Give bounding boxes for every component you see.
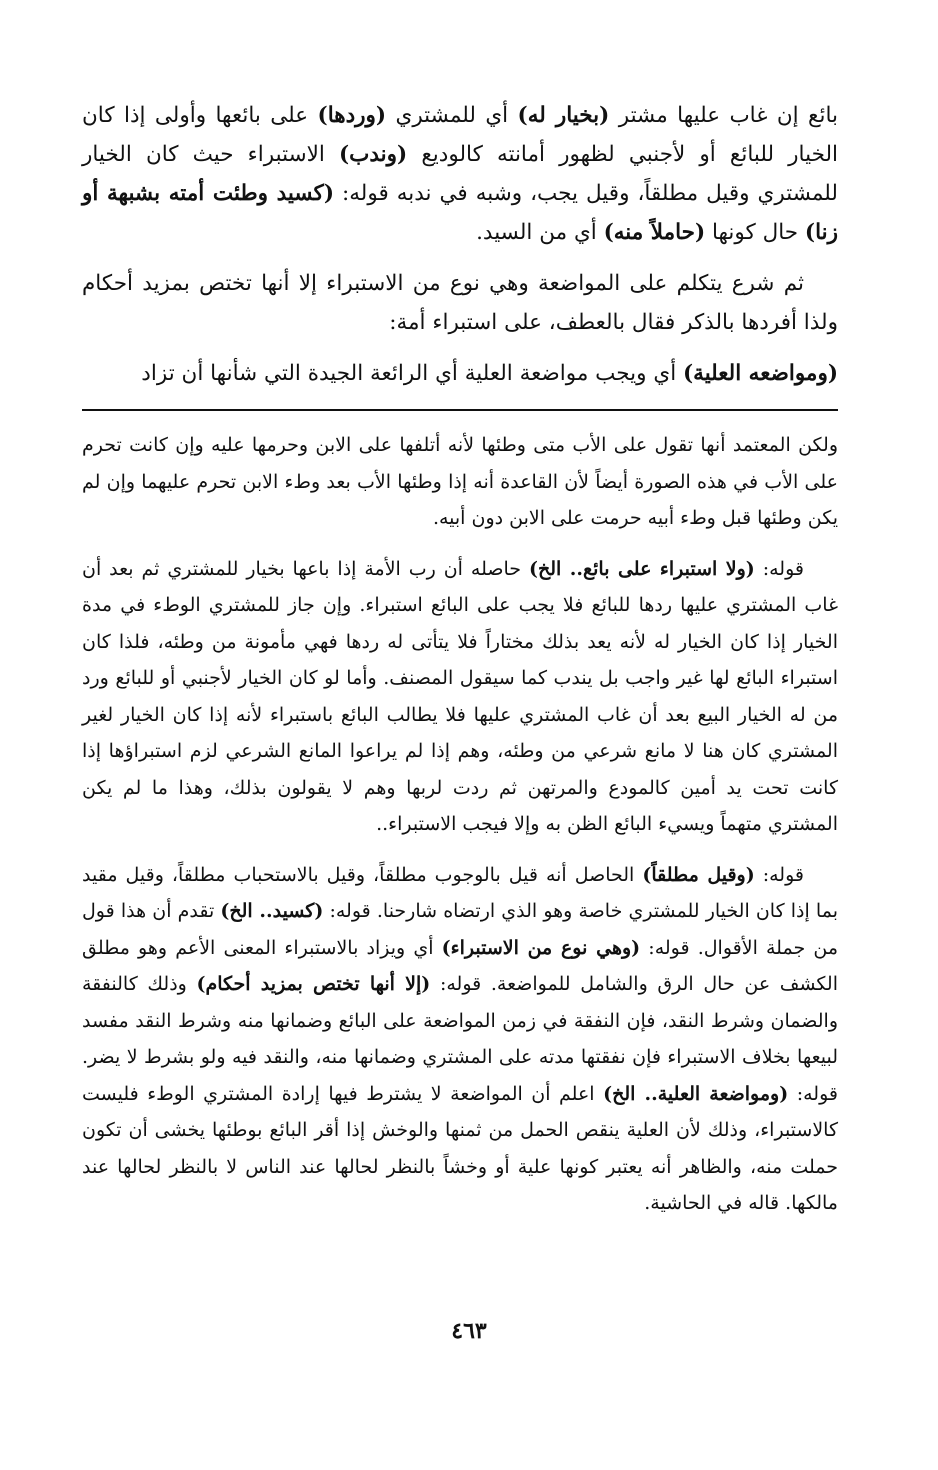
note-paragraph-1: ولكن المعتمد أنها تقول على الأب متى وطئها لأنه أتلفها على الابن وحرمها عليه وإن كانت تحرم على الأب في هذه الصورة أيضاً لأن القاعدة أنه إذا وطئها الأب بعد وطء الابن تحرم عليهما وإن لم يكن وطئها قبل وطء أبيه حرمت على الابن دون أبيه. <box>82 434 838 529</box>
text-run: قوله: <box>754 863 804 886</box>
main-paragraph-3 <box>82 354 838 393</box>
text-run: حال كونها <box>705 220 805 245</box>
text-run: أي ويزاد بالاستبراء المعنى الأعم وهو مطلق الكشف عن حال الرق والشامل للمواضعة. قوله: <box>82 936 838 995</box>
text-run: قوله: <box>754 557 804 580</box>
text-run: أي من السيد. <box>476 220 604 245</box>
quoted-matn: (ولا استبراء على بائع.. الخ) <box>528 557 755 580</box>
text-run: الحاصل أنه قيل بالوجوب مطلقاً، وقيل بالاستحباب مطلقاً، وقيل مقيد بما إذا كان الخيار للمشتري خاصة وهو الذي ارتضاه شارحنا. قوله: <box>82 863 838 922</box>
text-run: حاصله أن رب الأمة إذا باعها بخيار للمشتري ثم بعد أن غاب المشتري عليها ردها للبائع فلا يجب على البائع استبراء. وإن جاز للمشتري الوطء في مدة الخيار إذا كان الخيار له لأنه يعد بذلك مختاراً فلا يتأتى له ردها فهي مأمونة من وطئه، فلذا كان استبراء البائع لها غير واجب بل يندب كما سيقول المصنف. وأما لو كان الخيار لأجنبي أو للبائع ورد من له الخيار البيع بعد أن غاب المشتري عليها فلا يطالب البائع باستبراء لأنه إذا كان الخيار لغير المشتري كان هنا لا مانع شرعي من وطئه، وهم إذا لم يراعوا المانع الشرعي لزم استبراؤها إذا كانت تحت يد أمين كالمودع والمرتهن ثم ردت لربها وهم لا يقولون بذلك، وهذا ما لم يكن المشتري متهماً ويسيء البائع الظن به وإلا فيجب الاستبراء.. <box>82 557 838 835</box>
main-paragraph-2: ثم شرع يتكلم على المواضعة وهي نوع من الاستبراء إلا أنها تختص بمزيد أحكام ولذا أفردها بالذكر فقال بالعطف، على استبراء أمة: <box>82 271 838 335</box>
quoted-matn: (كسيد وطئت أمته بشبهة أو زنا) <box>82 181 838 245</box>
footnote-separator <box>82 409 838 411</box>
quoted-matn: (بخيار له) <box>517 103 610 128</box>
book-page <box>82 96 838 1396</box>
text-run: الاستبراء حيث كان الخيار للمشتري وقيل مطلقاً، وقيل يجب، وشبه في ندبه قوله: <box>82 142 838 206</box>
quoted-matn: (وهي نوع من الاستبراء) <box>441 936 641 959</box>
quoted-matn: (ومواضعه العلية) <box>683 361 838 386</box>
note-paragraph-2 <box>82 551 838 843</box>
quoted-matn: (كسيد.. الخ) <box>220 900 324 922</box>
page-number: ٤٦٣ <box>451 1318 487 1344</box>
text-run: أي ويجب مواضعة العلية أي الرائعة الجيدة التي شأنها أن تزاد <box>141 361 683 386</box>
quoted-matn: (ومواضعة العلية.. الخ) <box>603 1082 789 1105</box>
quoted-matn: (وندب) <box>338 142 408 167</box>
text-run: على بائعها وأولى إذا كان الخيار للبائع أو لأجنبي لظهور أمانته كالوديع <box>82 103 838 167</box>
text-run: اعلم أن المواضعة لا يشترط فيها إرادة المشتري الوطء فليست كالاستبراء، وذلك لأن العلية ينقص الحمل من ثمنها والوخش إذا أقر البائع بوطئها يخشى أن تكون حملت منه، والظاهر أنه يعتبر كونها علية أو وخشاً بالنظر لحالها عند الناس لا بالنظر لحالها عند مالكها. قاله في الحاشية. <box>82 1082 838 1214</box>
text-run: أي للمشتري <box>386 103 518 128</box>
quoted-matn: (حاملاً منه) <box>603 220 706 245</box>
main-paragraph-1 <box>82 96 838 252</box>
main-text <box>82 96 838 393</box>
text-run: بائع إن غاب عليها مشتر <box>609 103 838 128</box>
quoted-matn: (إلا أنها تختص بمزيد أحكام) <box>196 973 431 995</box>
note-paragraph-3 <box>82 857 838 1222</box>
text-run: وذلك كالنفقة والضمان وشرط النقد، فإن النفقة في زمن المواضعة على البائع وضمانها منه وشرط النقد مفسد لبيعها بخلاف الاستبراء فإن نفقتها مدته على المشتري وضمانها منه، والنقد فيه ولو بشرط لا يضر. قوله: <box>82 973 838 1105</box>
text-run: تقدم أن هذا قول من جملة الأقوال. قوله: <box>82 900 838 959</box>
quoted-matn: (وردها) <box>317 103 387 128</box>
footnotes <box>82 427 838 1222</box>
quoted-matn: (وقيل مطلقاً) <box>642 863 755 886</box>
